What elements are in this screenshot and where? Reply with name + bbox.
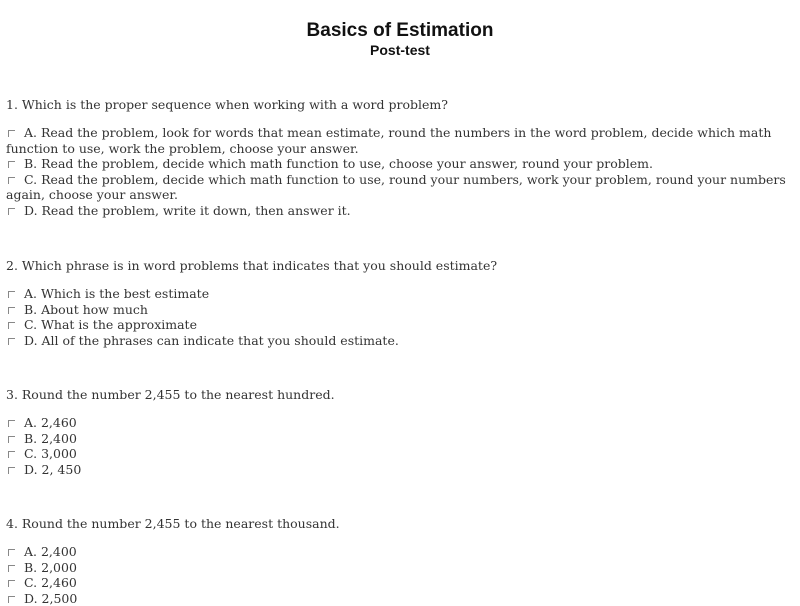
answer-option-4d[interactable] — [6, 591, 794, 606]
answer-option-3d[interactable] — [6, 462, 794, 478]
radio-button-icon[interactable] — [8, 436, 15, 443]
radio-button-icon[interactable] — [8, 177, 15, 184]
radio-button-icon[interactable] — [8, 565, 15, 572]
option-label: A. 2,460 — [24, 415, 77, 430]
answer-option-1c[interactable] — [6, 172, 794, 203]
option-label: D. Read the problem, write it down, then answer it. — [24, 203, 351, 218]
option-label: D. 2,500 — [24, 591, 77, 606]
option-label: A. 2,400 — [24, 544, 77, 559]
answer-option-3c[interactable] — [6, 446, 794, 462]
option-label: B. About how much — [24, 302, 148, 317]
answer-option-3a[interactable] — [6, 415, 794, 431]
page-header — [0, 0, 800, 58]
page-subtitle: Post-test — [0, 42, 800, 58]
option-label: B. 2,400 — [24, 431, 77, 446]
answer-option-2a[interactable] — [6, 286, 794, 302]
option-label: C. 3,000 — [24, 446, 77, 461]
question-text: 2. Which phrase is in word problems that indicates that you should estimate? — [6, 258, 794, 274]
answer-option-1d[interactable] — [6, 203, 794, 219]
answer-option-3b[interactable] — [6, 431, 794, 447]
radio-button-icon[interactable] — [8, 420, 15, 427]
option-label: D. All of the phrases can indicate that you should estimate. — [24, 333, 399, 348]
radio-button-icon[interactable] — [8, 467, 15, 474]
question-1 — [6, 97, 794, 218]
page-title: Basics of Estimation — [0, 20, 800, 42]
question-text: 3. Round the number 2,455 to the nearest hundred. — [6, 387, 794, 403]
radio-button-icon[interactable] — [8, 549, 15, 556]
radio-button-icon[interactable] — [8, 208, 15, 215]
question-2 — [6, 258, 794, 348]
answer-option-2b[interactable] — [6, 302, 794, 318]
option-label: C. 2,460 — [24, 575, 77, 590]
question-text: 1. Which is the proper sequence when working with a word problem? — [6, 97, 794, 113]
answer-option-1a[interactable] — [6, 125, 794, 156]
answer-option-2d[interactable] — [6, 333, 794, 349]
option-label: A. Which is the best estimate — [24, 286, 209, 301]
option-label: D. 2, 450 — [24, 462, 81, 477]
radio-button-icon[interactable] — [8, 307, 15, 314]
radio-button-icon[interactable] — [8, 291, 15, 298]
answer-option-4c[interactable] — [6, 575, 794, 591]
option-label: B. 2,000 — [24, 560, 77, 575]
radio-button-icon[interactable] — [8, 338, 15, 345]
option-label: C. Read the problem, decide which math function to use, round your numbers, work your problem, round your numbers again, choose your answer. — [6, 172, 786, 203]
question-4 — [6, 516, 794, 606]
radio-button-icon[interactable] — [8, 580, 15, 587]
radio-button-icon[interactable] — [8, 596, 15, 603]
radio-button-icon[interactable] — [8, 161, 15, 168]
answer-option-2c[interactable] — [6, 317, 794, 333]
radio-button-icon[interactable] — [8, 451, 15, 458]
question-3 — [6, 387, 794, 477]
option-label: C. What is the approximate — [24, 317, 197, 332]
option-label: B. Read the problem, decide which math function to use, choose your answer, round your problem. — [24, 156, 653, 171]
option-label: A. Read the problem, look for words that mean estimate, round the numbers in the word problem, decide which math function to use, work the problem, choose your answer. — [6, 125, 771, 156]
question-text: 4. Round the number 2,455 to the nearest thousand. — [6, 516, 794, 532]
answer-option-1b[interactable] — [6, 156, 794, 172]
radio-button-icon[interactable] — [8, 130, 15, 137]
answer-option-4b[interactable] — [6, 560, 794, 576]
radio-button-icon[interactable] — [8, 322, 15, 329]
answer-option-4a[interactable] — [6, 544, 794, 560]
